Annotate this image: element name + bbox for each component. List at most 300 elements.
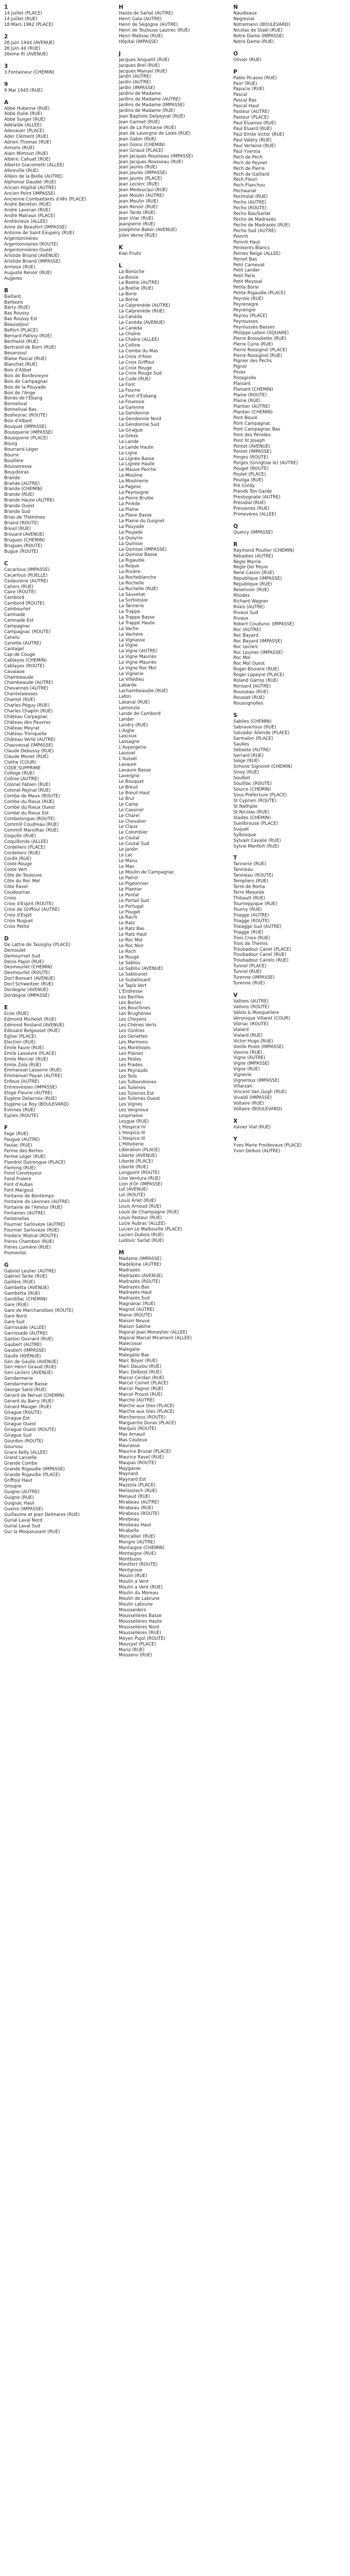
street-name: Desmourlet (ROUTE)	[4, 970, 50, 976]
street-name: Louis Pasteur (RUE)	[119, 1215, 162, 1221]
street-name: Bousquerie (PLACE)	[4, 436, 48, 441]
street-name: Jacques Anquetil (RUE)	[119, 57, 170, 63]
street-name: Sébaste (AUTRE)	[233, 747, 271, 753]
street-name: Gén Henri Giraud (RUE)	[4, 1365, 57, 1370]
street-name: Grande Rigaudie (IMPASSE)	[4, 1467, 65, 1472]
street-name: Coudournac	[4, 890, 31, 896]
street-name: Règle Marrie	[233, 559, 261, 565]
street-name: Triagge (ROUTE)	[233, 918, 270, 924]
street-list	[233, 530, 346, 536]
street-name: Magnanac (RUE)	[119, 1301, 156, 1307]
street-name: 18 Mars 1962 (PLACE)	[4, 22, 53, 27]
street-name: Peyrengre	[233, 308, 256, 313]
street-name: Pouliga (RUE)	[233, 478, 263, 483]
index-section	[233, 712, 346, 855]
street-name: La Trappe	[119, 609, 141, 614]
street-name: Porges (ROUTE)	[233, 455, 269, 461]
street-name: Adenauer (PLACE)	[4, 128, 45, 134]
street-name: Alphonse Daudet (RUE)	[4, 179, 56, 185]
street-name: Serrard (RUE)	[233, 753, 264, 759]
street-name: La Boisie	[119, 275, 139, 280]
street-name: La Vigne Mauriès	[119, 660, 157, 666]
street-name: Jean Medoucqui (RUE)	[119, 188, 168, 193]
section-letter-heading: J	[119, 50, 121, 57]
street-name: Les Barilles	[119, 994, 144, 1000]
street-name: Colonel Rejinal (RUE)	[4, 788, 51, 794]
street-name: Poulet (PLACE)	[233, 472, 266, 478]
street-name: Liberté (RUE)	[119, 1164, 148, 1170]
street-name: André Malraux (PLACE)	[4, 213, 55, 219]
street-name: Brande Haute (AUTRE)	[4, 498, 54, 504]
street-name: Belfort (PLACE)	[4, 328, 38, 334]
street-name: Pernes Neige (ALLEE)	[233, 251, 281, 256]
street-name: La Croix Rouge	[119, 365, 152, 371]
street-name: Maurasse	[119, 1443, 140, 1449]
street-name: Vallons (AUTRE)	[233, 999, 269, 1005]
street-name: La Croix d'Alon	[119, 354, 152, 360]
street-name: Pairr (RUE)	[233, 81, 257, 87]
street-name: Pont Bouré	[233, 415, 258, 421]
street-name: Vigne (IMPASSE)	[233, 1061, 270, 1067]
street-name: Bourg	[4, 441, 18, 447]
street-name: Côte du Roc Mel	[4, 879, 40, 884]
street-name: Roc (AUTRE)	[233, 627, 261, 633]
street-name: Les Chênes Verts	[119, 1023, 157, 1028]
street-name: Sinsy (RUE)	[233, 770, 259, 776]
street-name: Garrissade (AUTRE)	[4, 1330, 48, 1336]
street-name: Pont Campagnac	[233, 421, 271, 426]
street-name: La Fourne	[119, 388, 141, 394]
street-name: Fournier Sarlovèze (AUTRE)	[4, 1222, 65, 1227]
street-name: Roger Lapeyre (PLACE)	[233, 672, 285, 678]
street-name: Lino Ventura (RUE)	[119, 1176, 161, 1181]
street-name: Madrazès Bas	[119, 1284, 149, 1290]
street-name: Les Bories	[119, 1000, 142, 1006]
street-name: Cambourtet	[4, 607, 31, 612]
street-name: Grande Rigaudie (PLACE)	[4, 1472, 60, 1478]
street-name: Hôpital (IMPASSE)	[119, 39, 158, 45]
street-name: Fond Cendreyeur	[4, 1171, 42, 1177]
section-letter-heading: 1	[4, 4, 8, 10]
street-name: Gurial Laval Sud	[4, 1523, 40, 1529]
street-name: Marchenous (ROUTE)	[119, 1415, 166, 1421]
street-name: Tourneppique (RUE)	[233, 901, 277, 907]
section-spacer	[233, 45, 346, 51]
street-name: Jean Moulin (RUE)	[119, 199, 158, 205]
street-name: Campagnac	[4, 624, 31, 629]
street-name: Emile Zola (RUE)	[4, 1062, 41, 1068]
street-name: Moulin a Vent	[119, 1579, 149, 1585]
street-name: Commill Coudreau (RUE)	[4, 822, 59, 827]
street-name: Pablo Picasso (RUE)	[233, 75, 277, 81]
street-name: Coste Rouge	[4, 862, 32, 867]
street-name: Paul Valéry (RUE)	[233, 137, 272, 143]
street-name: Montaigne (CHEMIN)	[119, 1545, 165, 1551]
street-name: Melissirech (RUE)	[119, 1489, 157, 1494]
street-name: Pressenès (RUE)	[233, 506, 270, 511]
street-name: Pierre Curie (RUE)	[233, 341, 273, 347]
street-name: Vialard (RUE)	[233, 1033, 263, 1038]
street-name: Edouard Belgouset (RUE)	[4, 1028, 60, 1034]
street-name: Moulin (RUE)	[119, 1573, 147, 1579]
section-spacer	[4, 58, 113, 63]
street-name: La Ligne	[119, 450, 137, 456]
section-spacer	[4, 1119, 113, 1125]
section-letter-heading: L	[119, 262, 122, 269]
street-name: Lachambeaudie (RUE)	[119, 688, 168, 694]
street-name: Bouydoiras	[4, 469, 29, 475]
street-name: Blaise Pascal (RUE)	[4, 356, 47, 362]
street-name: Marcel Proust (RUE)	[119, 1392, 163, 1398]
street-name: Charles Péguy (RUE)	[4, 703, 50, 709]
street-name: Antoine de Saint Exupéry (RUE)	[4, 231, 74, 236]
street-name: La Fouessie	[119, 399, 145, 405]
section-letter-heading: Y	[233, 1136, 237, 1142]
street-name: Croix de Griffoul (AUTRE)	[4, 907, 60, 912]
street-list	[4, 106, 113, 282]
street-name: Jean Renoir (RUE)	[119, 205, 158, 210]
street-name: Moulin de Labrune	[119, 1596, 160, 1602]
street-name: Les Peyrauds	[119, 1068, 148, 1074]
street-name: Emile Mercier (RUE)	[4, 1056, 48, 1062]
street-name: Combe de Maux (ROUTE)	[4, 794, 60, 799]
street-name: Font d'Aubas	[4, 1182, 33, 1188]
street-name: Le Breuil	[119, 784, 138, 790]
street-name: Le Portail Sud	[119, 898, 149, 904]
street-name: Jean Jaurès (PLACE)	[119, 176, 162, 182]
street-name: La Lignée Haute	[119, 462, 155, 467]
street-name: Combe du Rieux Ouest	[4, 805, 55, 811]
street-name: Paul Eluaisse (RUE)	[233, 121, 276, 126]
street-name: Girague Ouest (ROUTE)	[4, 1427, 57, 1433]
street-name: Le Sablou	[119, 960, 141, 966]
street-name: La Croix Rouge Sud	[119, 371, 162, 377]
street-name: La Vache	[119, 626, 139, 632]
index-section	[4, 1005, 113, 1125]
street-name: Montgroux	[119, 1568, 143, 1573]
street-name: Paul Yvenna	[233, 149, 260, 154]
street-name: Gérard de Nerval (CHEMIN)	[4, 1393, 65, 1399]
street-name: Girague (ROUTE)	[4, 1410, 42, 1415]
street-name: Pech de Pech	[233, 154, 263, 160]
street-name: Maurice Ravel (RUE)	[119, 1454, 164, 1460]
street-name: Mirebeau Haut	[119, 1522, 151, 1528]
street-name: La Plaine du Guignet	[119, 518, 165, 524]
street-name: Brande (AUTRE)	[4, 481, 40, 486]
street-name: Salvador Allende (PLACE)	[233, 730, 290, 736]
street-name: Petit Lander	[233, 268, 260, 274]
street-name: Gabriel Leulier (AUTRE)	[4, 1268, 56, 1274]
street-name: La Borie	[119, 292, 137, 297]
street-name: La Quinsse	[119, 541, 143, 547]
street-name: Garrissade (ALLEE)	[4, 1325, 47, 1330]
street-list	[233, 999, 346, 1112]
street-name: Les Pesles	[119, 1056, 142, 1062]
street-name: Griffoul Haut	[4, 1478, 33, 1484]
street-name: Jean Moulin (AUTRE)	[119, 193, 164, 199]
street-name: Chantelaiesses	[4, 692, 38, 697]
street-name: Mousselières Basse	[119, 1613, 162, 1619]
section-spacer	[233, 63, 346, 69]
street-name: Henri Gala (AUTRE)	[119, 16, 162, 22]
street-name: Joséphine Baker (AVENUE)	[119, 227, 177, 233]
street-name: La Calprenède (AUTRE)	[119, 303, 171, 309]
street-name: Font Margout	[4, 1188, 34, 1194]
street-name: Fontaine de Bontemps	[4, 1194, 54, 1199]
street-name: La Bonoche	[119, 269, 145, 275]
street-name: Denis Papin (RUE)	[4, 959, 44, 965]
street-name: Les Tuileries	[119, 1085, 146, 1091]
street-name: Canelu	[4, 635, 20, 640]
street-name: Jeanpierre (RUE)	[119, 221, 156, 227]
section-spacer	[233, 1154, 346, 1160]
section-letter-heading: S	[233, 712, 237, 719]
street-name: Sylvie Monfort (RUE)	[233, 843, 279, 849]
street-name: Le Pigeonnier	[119, 881, 149, 886]
section-letter-heading: Q	[233, 523, 238, 529]
street-name: Jardin (AUTRE)	[119, 74, 151, 80]
street-name: L'Hôtellerie	[119, 1141, 144, 1147]
index-column-2	[119, 4, 228, 1664]
street-name: Saulles	[233, 741, 249, 747]
street-name: Gare Nord	[4, 1314, 27, 1319]
street-name: Pasteur (PLACE)	[233, 115, 269, 121]
index-section	[4, 34, 113, 63]
index-section	[233, 4, 346, 51]
street-name: Cordit (RUE)	[4, 856, 32, 862]
street-name: Le Coutal Sud	[119, 841, 149, 847]
street-name: Ancien Hôpital (AUTRE)	[4, 185, 56, 191]
street-name: Frédéric Mistral (ROUTE)	[4, 1233, 58, 1239]
street-name: Maupas (ROUTE)	[119, 1460, 156, 1466]
street-name: Barbezis	[4, 299, 23, 305]
section-letter-heading: B	[4, 287, 8, 294]
street-name: La Canéda	[119, 325, 143, 331]
street-name: Frères Chambon (RUE)	[4, 1239, 54, 1244]
street-name: Grand Laruelle	[4, 1455, 37, 1461]
street-name: La Colline	[119, 342, 141, 348]
street-name: Peyrou (PLACE)	[233, 313, 268, 319]
street-name: Lande de Cambord	[119, 711, 161, 717]
street-name: Présidial (RUE)	[233, 500, 266, 506]
street-name: Bouquet (IMPASSE)	[4, 424, 47, 430]
street-name: Petite Borie	[233, 285, 259, 291]
street-name: Majoral Marcel Mirament (ALLEE)	[119, 1335, 192, 1341]
section-letter-heading: H	[119, 4, 123, 10]
street-name: Demoulet	[4, 948, 26, 953]
street-name: Jean de Lavergne de Lolés (RUE)	[119, 131, 191, 136]
street-name: Anne de Beaufort (IMPASSE)	[4, 225, 67, 231]
street-name: La Chaîne (ALLEE)	[119, 337, 159, 342]
street-name: Aristide Briand (IMPASSE)	[4, 259, 61, 264]
street-name: Bousquerie (IMPASSE)	[4, 430, 53, 436]
street-name: Liberté (AVENUE)	[119, 1153, 157, 1158]
street-name: Maison Sabine	[119, 1324, 151, 1330]
section-spacer	[4, 1256, 113, 1262]
street-name: Jean Baptiste Delpeyrat (RUE)	[119, 114, 185, 119]
street-name: La Gendonnie Nord	[119, 416, 161, 422]
street-name: Lespinasse	[119, 1113, 143, 1119]
street-name: Jean de La Fontaine (RUE)	[119, 125, 176, 131]
street-name: Lol (AVENUE)	[119, 1187, 148, 1193]
street-name: Pont des Pénides	[233, 432, 271, 438]
street-name: La Font	[119, 382, 135, 388]
street-name: Le Cassinel	[119, 807, 144, 813]
street-name: Beauséjour	[4, 322, 29, 328]
street-name: Jean Jaurès (IMPASSE)	[119, 170, 167, 176]
section-spacer	[233, 707, 346, 712]
street-name: Libération (PLACE)	[119, 1147, 160, 1153]
street-name: Trois de Thémis	[233, 941, 268, 947]
index-section	[233, 69, 346, 523]
street-name: Marguerite Duras (PLACE)	[119, 1421, 176, 1426]
street-name: Jean Vilar (RUE)	[119, 216, 153, 221]
street-name: Lucie Aubrac (ALLEE)	[119, 1221, 166, 1227]
street-name: La Rochelle (RUE)	[119, 586, 158, 592]
street-name: Pierre Rossignol (RUE)	[233, 353, 283, 359]
section-letter-heading: P	[233, 68, 237, 75]
street-name: Triagge (AUTRE)	[233, 912, 269, 918]
street-name: Cantagel	[4, 646, 24, 652]
street-name: Château Verte (AUTRE)	[4, 737, 55, 742]
index-section	[4, 1125, 113, 1262]
index-section	[233, 523, 346, 541]
street-name: La Vigne	[119, 643, 138, 649]
street-name: Olivier (RUE)	[233, 57, 262, 63]
street-name: Le Pontal	[119, 892, 139, 898]
section-letter-heading: D	[4, 935, 9, 942]
street-name: Stades (CHEMIN)	[233, 815, 271, 821]
street-name: Abbé Huberne (RUE)	[4, 106, 50, 111]
street-name: Sablies (CHEMIN)	[233, 719, 272, 724]
street-name: Fond Fraiere	[4, 1177, 32, 1182]
street-name: Jean Giono (CHEMIN)	[119, 142, 165, 148]
section-spacer	[233, 986, 346, 992]
street-name: La Pierre Brulée	[119, 496, 154, 502]
street-name: Faulac (RUE)	[4, 1142, 32, 1148]
street-list	[4, 70, 113, 76]
street-name: Henri de Ségogne (AUTRE)	[119, 22, 178, 27]
street-list	[119, 1256, 228, 1659]
street-name: Le Lac	[119, 853, 133, 858]
street-name: L'Aiglie	[119, 728, 135, 734]
street-name: Château Tronquelle	[4, 731, 47, 737]
street-name: 14 Juillet (RUE)	[4, 16, 37, 22]
section-spacer	[119, 1244, 228, 1250]
index-column-3	[233, 4, 346, 1160]
street-name: Pouget (ROUTE)	[233, 466, 269, 472]
street-name: Eyzies (ROUTE)	[4, 1113, 38, 1119]
street-name: Vigne (RUE)	[233, 1067, 260, 1072]
section-spacer	[233, 1130, 346, 1136]
street-name: Marcel Pagnol (RUE)	[119, 1386, 163, 1392]
street-name: Pignol	[233, 364, 247, 370]
street-name: Valois & Mosqueliere	[233, 1010, 279, 1015]
street-name: Petit Paris	[233, 274, 256, 279]
street-name: Mirabeau (RUE)	[119, 1506, 153, 1511]
street-name: Mas Arnaud	[119, 1432, 145, 1437]
street-name: Edmond Rostand (AVENUE)	[4, 1022, 64, 1028]
section-letter-heading: G	[4, 1262, 9, 1268]
index-section	[233, 992, 346, 1118]
street-name: Petit Meyssal	[233, 279, 262, 285]
street-name: Brande Sud	[4, 509, 30, 515]
street-name: Sabraverlous (RUE)	[233, 724, 276, 730]
street-name: Pascal Haut	[233, 104, 259, 109]
street-name: Mousselières (RUE)	[119, 1630, 161, 1636]
street-name: 26 Juin 1944 (AVENUE)	[4, 40, 55, 46]
street-name: Kiwi Fruits	[119, 251, 142, 256]
street-name: La Croix Griffoul	[119, 360, 155, 365]
street-name: Henri Matisse (RUE)	[119, 33, 163, 39]
street-name: Roc Mol Ouest	[233, 661, 265, 667]
street-name: Pecho (AUTRE)	[233, 200, 267, 206]
street-name: Gandillac (CHEMIN)	[4, 1297, 47, 1303]
index-section	[233, 855, 346, 992]
street-name: Gén Leclerc (AVENUE)	[4, 1370, 53, 1376]
street-name: Chantel (RUE)	[4, 697, 35, 703]
street-name: Mirabelle	[119, 1528, 139, 1534]
street-name: Guigne (RUE)	[4, 1495, 34, 1500]
street-name: Victor Hugo (RUE)	[233, 1038, 273, 1044]
section-letter-heading: F	[4, 1124, 8, 1131]
street-name: Alberto Giacometti (ALLEE)	[4, 162, 64, 168]
street-name: Robert Couduroc (IMPASSE)	[233, 621, 295, 627]
street-name: Peinnh	[233, 234, 248, 239]
street-name: Gare Sud	[4, 1319, 25, 1325]
street-name: Gourdon (ROUTE)	[4, 1438, 44, 1444]
street-name: Brande (CHEMIN)	[4, 486, 43, 492]
street-name: Henri de Toulouse Lautrec (RUE)	[119, 27, 190, 33]
street-name: Paul Eluard (RUE)	[233, 126, 272, 132]
street-name: Château des Pauvres	[4, 720, 51, 725]
street-name: Petite Rigaudie (PLACE)	[233, 291, 286, 296]
street-name: Goursou	[4, 1444, 23, 1450]
street-name: Docl Schweitzer (RUE)	[4, 982, 53, 988]
street-name: Paul Verlaine (RUE)	[233, 143, 276, 149]
street-name: Eglise (PLACE)	[4, 1034, 36, 1039]
street-name: Flandrol Dutrongue (PLACE)	[4, 1160, 66, 1165]
street-name: Le Roc Noir	[119, 943, 144, 949]
street-name: Frères Lumière (RUE)	[4, 1244, 51, 1250]
street-name: Gaillère (RUE)	[4, 1280, 35, 1285]
section-spacer	[233, 536, 346, 541]
street-name: L'Aspergerie	[119, 745, 146, 751]
street-list	[233, 58, 346, 63]
index-section	[233, 51, 346, 69]
street-name: Labarde	[119, 683, 137, 688]
street-name: Election (RUE)	[4, 1039, 36, 1045]
street-name: 14 Juillet (PLACE)	[4, 11, 43, 16]
street-name: Pech Flanchou	[233, 183, 265, 189]
street-name: Simone Signoret (CHEMIN)	[233, 764, 292, 770]
street-list	[119, 58, 228, 239]
street-name: Bois de l'Ange	[4, 390, 36, 396]
section-spacer	[4, 555, 113, 561]
street-name: Entresvesses (IMPASSE)	[4, 1085, 57, 1091]
street-name: Les Contres	[119, 1028, 145, 1034]
street-name: Mousseiders	[119, 1607, 146, 1613]
street-name: Roc Bayard	[233, 633, 259, 638]
street-name: Malecosse	[119, 1341, 142, 1347]
street-name: Lucien Le Malbouille (PLACE)	[119, 1227, 183, 1232]
street-name: La Poujade	[119, 529, 143, 535]
street-name: Brugues (CHEMIN)	[4, 537, 45, 543]
street-name: Jardin (AUTRE)	[119, 80, 151, 85]
street-name: Roc Mol	[233, 655, 250, 661]
street-name: La Boétie (RUE)	[119, 286, 153, 292]
street-name: Moulin du Moreau	[119, 1591, 158, 1596]
